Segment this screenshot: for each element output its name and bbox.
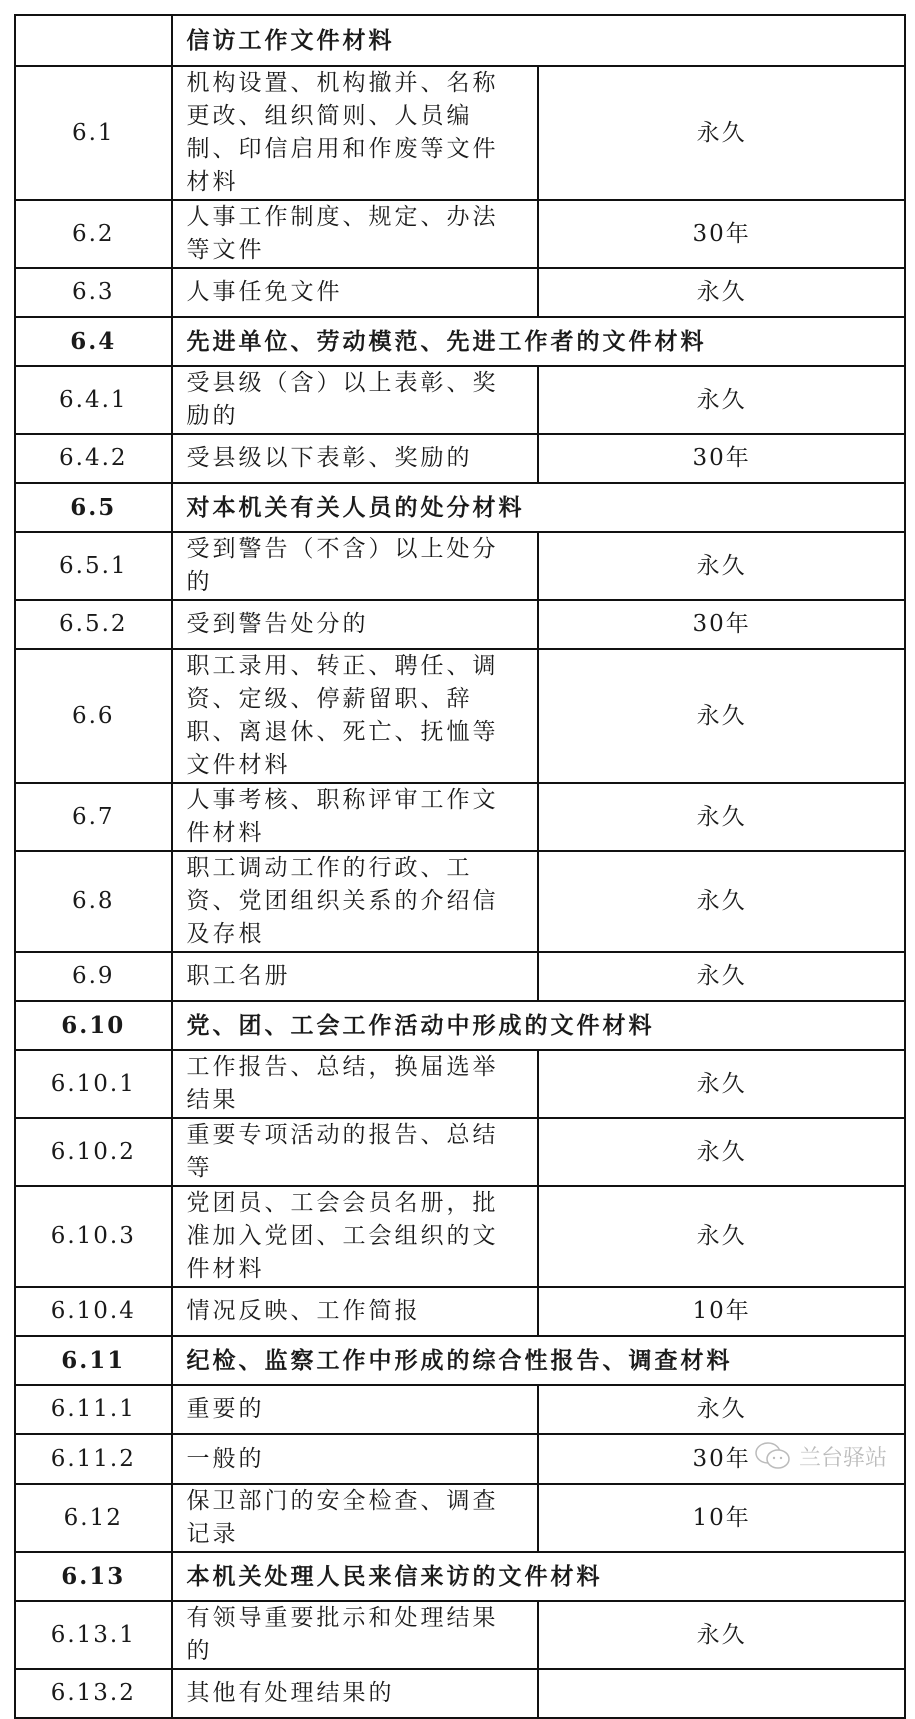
- item-number: 6.4.2: [15, 434, 172, 483]
- item-number: 6.11: [15, 1336, 172, 1385]
- section-header-row: [15, 1336, 905, 1385]
- item-description: 工作报告、总结，换届选举结果: [172, 1050, 539, 1118]
- table-row: [15, 268, 905, 317]
- item-description: 本机关处理人民来信来访的文件材料: [172, 1552, 905, 1601]
- item-description: 职工录用、转正、聘任、调资、定级、停薪留职、辞职、离退休、死亡、抚恤等文件材料: [172, 649, 539, 783]
- item-description: 党团员、工会会员名册，批准加入党团、工会组织的文件材料: [172, 1186, 539, 1287]
- item-number: 6.9: [15, 952, 172, 1001]
- table-row: [15, 783, 905, 851]
- item-description: 受县级以下表彰、奖励的: [172, 434, 539, 483]
- table-row: [15, 66, 905, 200]
- table-row: [15, 1484, 905, 1552]
- item-number: 6.7: [15, 783, 172, 851]
- item-number: 6.12: [15, 1484, 172, 1552]
- section-header-row: [15, 1552, 905, 1601]
- item-description: 信访工作文件材料: [172, 15, 905, 66]
- retention-period: 10年: [538, 1287, 905, 1336]
- retention-period: 永久: [538, 366, 905, 434]
- table-row: [15, 532, 905, 600]
- item-description: 重要的: [172, 1385, 539, 1434]
- item-number: 6.10.2: [15, 1118, 172, 1186]
- item-number: 6.4: [15, 317, 172, 366]
- item-description: 人事考核、职称评审工作文件材料: [172, 783, 539, 851]
- item-number: 6.5: [15, 483, 172, 532]
- item-description: 纪检、监察工作中形成的综合性报告、调查材料: [172, 1336, 905, 1385]
- item-description: 其他有处理结果的: [172, 1669, 539, 1718]
- table-row: [15, 200, 905, 268]
- table-row: [15, 1385, 905, 1434]
- item-description: 对本机关有关人员的处分材料: [172, 483, 905, 532]
- retention-period: 永久: [538, 1118, 905, 1186]
- retention-period: 30年: [538, 200, 905, 268]
- watermark-text: 兰台驿站: [798, 1445, 887, 1471]
- table-row: [15, 600, 905, 649]
- item-description: 情况反映、工作简报: [172, 1287, 539, 1336]
- retention-period: [538, 1669, 905, 1718]
- retention-period: 永久: [538, 532, 905, 600]
- table-row: [15, 1050, 905, 1118]
- wechat-watermark: [753, 1440, 887, 1472]
- table-row: [15, 1287, 905, 1336]
- item-number: 6.5.2: [15, 600, 172, 649]
- table-row: [15, 1186, 905, 1287]
- retention-period: 永久: [538, 1050, 905, 1118]
- item-description: 党、团、工会工作活动中形成的文件材料: [172, 1001, 905, 1050]
- section-header-row: [15, 1001, 905, 1050]
- item-description: 先进单位、劳动模范、先进工作者的文件材料: [172, 317, 905, 366]
- item-number: 6.11.2: [15, 1434, 172, 1484]
- item-number: 6.2: [15, 200, 172, 268]
- retention-period: 永久: [538, 952, 905, 1001]
- item-number: 6.6: [15, 649, 172, 783]
- item-number: 6.10.3: [15, 1186, 172, 1287]
- item-description: 人事任免文件: [172, 268, 539, 317]
- item-number: [15, 15, 172, 66]
- item-number: 6.5.1: [15, 532, 172, 600]
- item-number: 6.11.1: [15, 1385, 172, 1434]
- table-row: [15, 366, 905, 434]
- retention-period: 永久: [538, 66, 905, 200]
- table-row: [15, 952, 905, 1001]
- item-description: 职工名册: [172, 952, 539, 1001]
- item-number: 6.1: [15, 66, 172, 200]
- item-description: 一般的: [172, 1434, 539, 1484]
- item-description: 受县级（含）以上表彰、奖励的: [172, 366, 539, 434]
- table-row: [15, 1118, 905, 1186]
- item-number: 6.8: [15, 851, 172, 952]
- item-number: 6.10: [15, 1001, 172, 1050]
- table-row: [15, 1669, 905, 1718]
- item-description: 受到警告（不含）以上处分的: [172, 532, 539, 600]
- item-number: 6.10.4: [15, 1287, 172, 1336]
- item-number: 6.13.1: [15, 1601, 172, 1669]
- item-number: 6.10.1: [15, 1050, 172, 1118]
- retention-period: 永久: [538, 851, 905, 952]
- item-description: 重要专项活动的报告、总结等: [172, 1118, 539, 1186]
- table-row: [15, 649, 905, 783]
- table-row: [15, 434, 905, 483]
- table-row: [15, 1601, 905, 1669]
- retention-period: 永久: [538, 1385, 905, 1434]
- item-number: 6.3: [15, 268, 172, 317]
- retention-period: 10年: [538, 1484, 905, 1552]
- retention-period: 永久: [538, 1186, 905, 1287]
- retention-period: 30年: [538, 1434, 905, 1484]
- section-header-row: [15, 483, 905, 532]
- retention-period: 30年: [538, 434, 905, 483]
- table-row: [15, 851, 905, 952]
- retention-period: 30年: [538, 600, 905, 649]
- section-header-row: [15, 15, 905, 66]
- retention-period: 永久: [538, 783, 905, 851]
- wechat-icon: [753, 1440, 793, 1472]
- item-description: 职工调动工作的行政、工资、党团组织关系的介绍信及存根: [172, 851, 539, 952]
- item-number: 6.4.1: [15, 366, 172, 434]
- item-description: 有领导重要批示和处理结果的: [172, 1601, 539, 1669]
- item-description: 保卫部门的安全检查、调查记录: [172, 1484, 539, 1552]
- retention-period: 永久: [538, 268, 905, 317]
- item-description: 受到警告处分的: [172, 600, 539, 649]
- item-number: 6.13.2: [15, 1669, 172, 1718]
- section-header-row: [15, 317, 905, 366]
- retention-period: 永久: [538, 1601, 905, 1669]
- retention-period: 永久: [538, 649, 905, 783]
- item-description: 机构设置、机构撤并、名称更改、组织简则、人员编制、印信启用和作废等文件材料: [172, 66, 539, 200]
- item-description: 人事工作制度、规定、办法等文件: [172, 200, 539, 268]
- item-number: 6.13: [15, 1552, 172, 1601]
